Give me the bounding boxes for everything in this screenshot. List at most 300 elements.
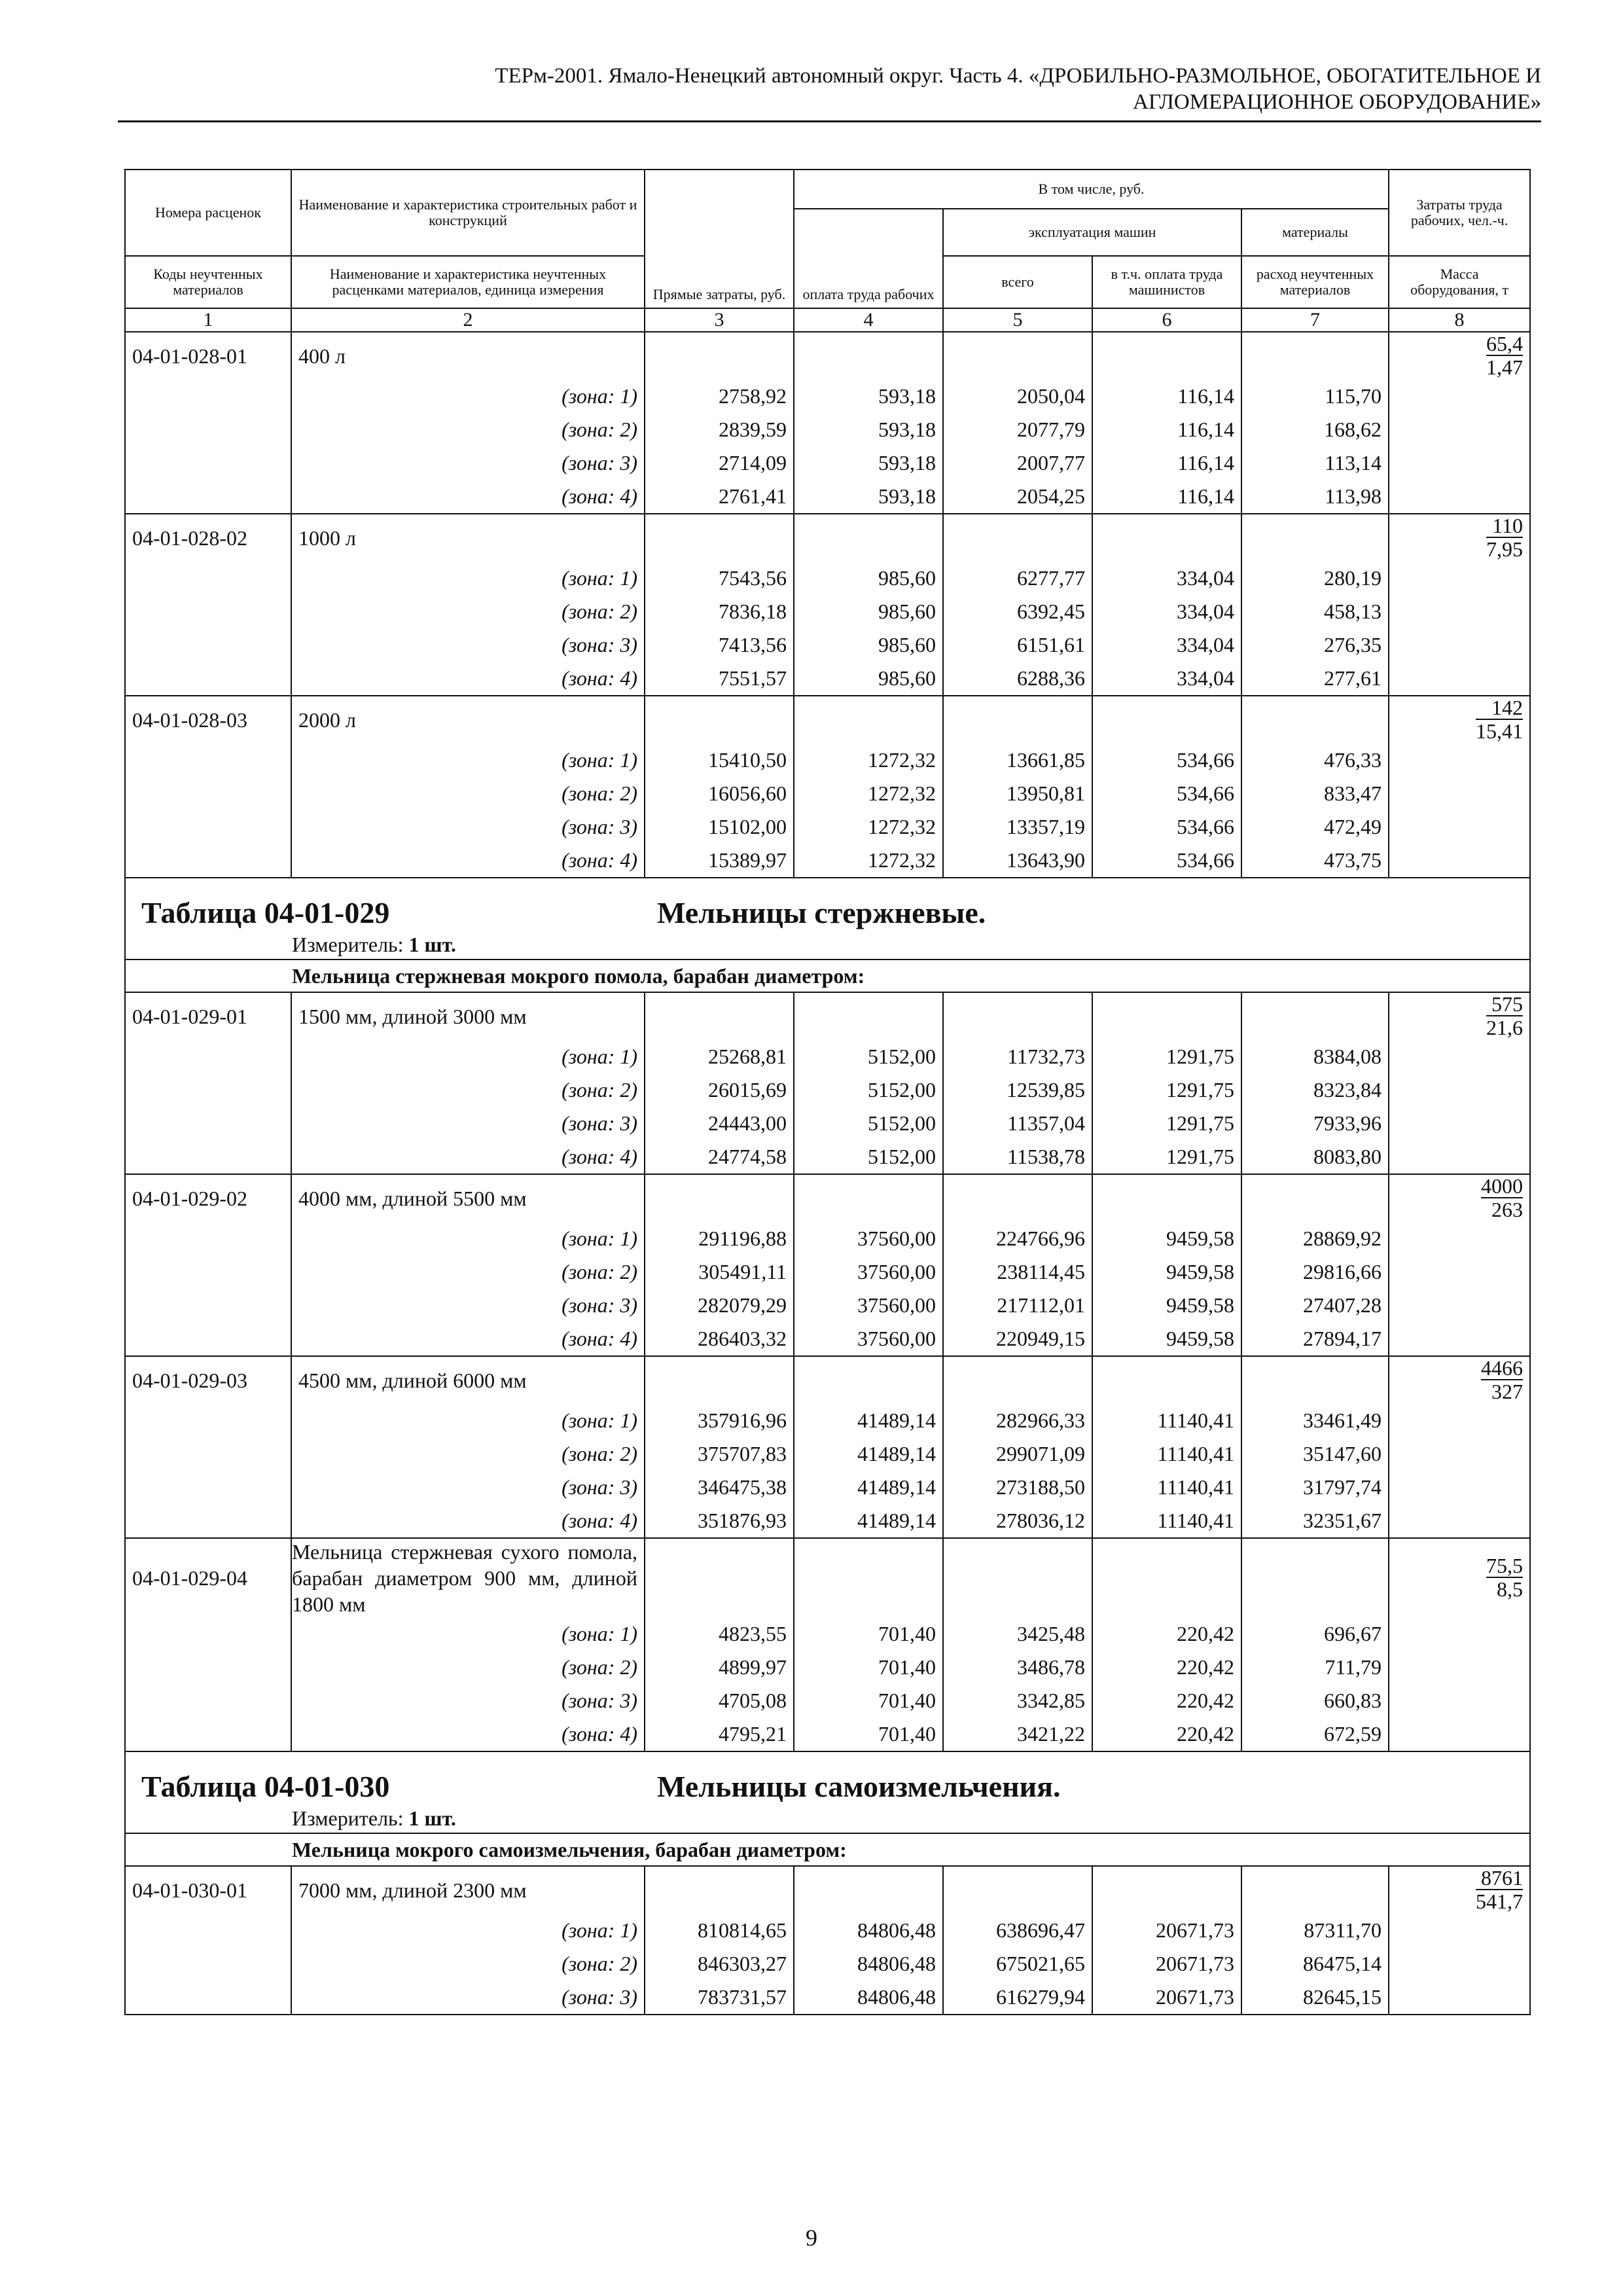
labor-mass-cell xyxy=(1389,1356,1530,1404)
materials-cell: 29816,66 xyxy=(1241,1255,1389,1289)
materials-cell: 8323,84 xyxy=(1241,1073,1389,1107)
empty-cell xyxy=(943,1866,1092,1914)
direct-costs-cell: 2758,92 xyxy=(645,380,794,413)
empty-cell xyxy=(125,1914,291,1947)
rate-name: 1500 мм, длиной 3000 мм xyxy=(291,992,645,1040)
col-direct-costs-header: Прямые затраты, руб. xyxy=(645,170,794,308)
rate-group-header-row xyxy=(125,1356,1530,1404)
empty-cell xyxy=(645,1356,794,1404)
equipment-mass: 15,41 xyxy=(1476,719,1524,743)
labor-mass-cell xyxy=(1389,514,1530,562)
empty-cell xyxy=(125,628,291,662)
operators-wages-cell: 11140,41 xyxy=(1092,1471,1241,1504)
rate-group-header-row xyxy=(125,696,1530,744)
empty-cell xyxy=(125,1684,291,1717)
materials-cell: 32351,67 xyxy=(1241,1504,1389,1538)
labor-hours: 65,4 xyxy=(1486,332,1524,355)
wages-cell: 701,40 xyxy=(794,1651,943,1684)
machines-total-cell: 299071,09 xyxy=(943,1437,1092,1471)
labor-hours: 4000 xyxy=(1481,1174,1524,1198)
direct-costs-cell: 7413,56 xyxy=(645,628,794,662)
empty-cell xyxy=(943,1538,1092,1617)
wages-cell: 1272,32 xyxy=(794,810,943,844)
direct-costs-cell: 7543,56 xyxy=(645,562,794,595)
materials-cell: 8384,08 xyxy=(1241,1040,1389,1073)
empty-cell xyxy=(1389,595,1530,628)
rate-group-header-row xyxy=(125,1174,1530,1222)
materials-cell: 473,75 xyxy=(1241,844,1389,878)
equipment-mass: 1,47 xyxy=(1486,355,1524,379)
empty-cell xyxy=(1389,562,1530,595)
page-number: 9 xyxy=(806,2225,817,2251)
rate-group-header-row xyxy=(125,1538,1530,1617)
direct-costs-cell: 282079,29 xyxy=(645,1289,794,1322)
table-title-row xyxy=(125,878,1530,930)
table-row xyxy=(125,1981,1530,2015)
table-title-row xyxy=(125,1751,1530,1804)
labor-mass-cell xyxy=(1389,1174,1530,1222)
wages-cell: 985,60 xyxy=(794,595,943,628)
direct-costs-cell: 351876,93 xyxy=(645,1504,794,1538)
wages-cell: 985,60 xyxy=(794,562,943,595)
operators-wages-cell: 9459,58 xyxy=(1092,1255,1241,1289)
zone-label: (зона: 1) xyxy=(291,1617,645,1651)
empty-cell xyxy=(794,992,943,1040)
empty-cell xyxy=(1389,1404,1530,1437)
empty-cell xyxy=(1389,1651,1530,1684)
empty-cell xyxy=(1241,1356,1389,1404)
machines-total-cell: 13661,85 xyxy=(943,744,1092,777)
direct-costs-cell: 15102,00 xyxy=(645,810,794,844)
labor-mass-fraction xyxy=(1476,1867,1523,1912)
operators-wages-cell: 1291,75 xyxy=(1092,1040,1241,1073)
empty-cell xyxy=(125,777,291,810)
direct-costs-cell: 357916,96 xyxy=(645,1404,794,1437)
rate-name: 400 л xyxy=(291,332,645,380)
col-material-name-header: Наименование и характеристика неучтенных расценками материалов, единица измерения xyxy=(291,256,645,308)
measure-value: 1 шт. xyxy=(408,1806,456,1830)
operators-wages-cell: 9459,58 xyxy=(1092,1289,1241,1322)
direct-costs-cell: 4705,08 xyxy=(645,1684,794,1717)
empty-cell xyxy=(1092,1174,1241,1222)
materials-cell: 87311,70 xyxy=(1241,1914,1389,1947)
empty-cell xyxy=(1389,1255,1530,1289)
rate-group-header-row xyxy=(125,992,1530,1040)
measure-label: Измеритель: xyxy=(292,932,404,956)
table-row xyxy=(125,1717,1530,1751)
machines-total-cell: 11732,73 xyxy=(943,1040,1092,1073)
operators-wages-cell: 1291,75 xyxy=(1092,1140,1241,1174)
rate-group-header-row xyxy=(125,332,1530,380)
empty-cell xyxy=(1389,1617,1530,1651)
table-id: Таблица 04-01-029 xyxy=(141,896,390,929)
empty-cell xyxy=(1389,1437,1530,1471)
empty-cell xyxy=(125,1404,291,1437)
zone-label: (зона: 2) xyxy=(291,1947,645,1981)
zone-label: (зона: 2) xyxy=(291,595,645,628)
wages-cell: 41489,14 xyxy=(794,1404,943,1437)
rate-name: 7000 мм, длиной 2300 мм xyxy=(291,1866,645,1914)
machines-total-cell: 11357,04 xyxy=(943,1107,1092,1140)
wages-cell: 84806,48 xyxy=(794,1947,943,1981)
labor-mass-fraction xyxy=(1486,993,1523,1039)
empty-cell xyxy=(125,1222,291,1255)
empty-cell xyxy=(125,1289,291,1322)
empty-cell xyxy=(125,1617,291,1651)
machines-total-cell: 3342,85 xyxy=(943,1684,1092,1717)
wages-cell: 5152,00 xyxy=(794,1040,943,1073)
col-number: 5 xyxy=(943,308,1092,332)
machines-total-cell: 238114,45 xyxy=(943,1255,1092,1289)
empty-cell xyxy=(645,1866,794,1914)
zone-label: (зона: 3) xyxy=(291,1684,645,1717)
wages-cell: 701,40 xyxy=(794,1717,943,1751)
zone-label: (зона: 4) xyxy=(291,480,645,514)
direct-costs-cell: 24774,58 xyxy=(645,1140,794,1174)
table-row xyxy=(125,844,1530,878)
empty-cell xyxy=(125,1471,291,1504)
table-row xyxy=(125,1040,1530,1073)
col-rate-numbers-header: Номера расценок xyxy=(125,170,291,256)
operators-wages-cell: 220,42 xyxy=(1092,1617,1241,1651)
materials-cell: 82645,15 xyxy=(1241,1981,1389,2015)
operators-wages-cell: 334,04 xyxy=(1092,628,1241,662)
wages-cell: 1272,32 xyxy=(794,777,943,810)
rate-code: 04-01-029-01 xyxy=(125,992,291,1040)
section-row xyxy=(125,960,1530,992)
labor-mass-cell xyxy=(1389,992,1530,1040)
table-row xyxy=(125,1437,1530,1471)
materials-cell: 458,13 xyxy=(1241,595,1389,628)
empty-cell xyxy=(125,1255,291,1289)
machines-total-cell: 2007,77 xyxy=(943,446,1092,480)
section-title: Мельница мокрого самоизмельчения, барабан диаметром: xyxy=(125,1833,1530,1866)
labor-mass-cell xyxy=(1389,696,1530,744)
machines-total-cell: 2054,25 xyxy=(943,480,1092,514)
table-row xyxy=(125,446,1530,480)
zone-label: (зона: 2) xyxy=(291,777,645,810)
zone-label: (зона: 1) xyxy=(291,1222,645,1255)
wages-cell: 701,40 xyxy=(794,1617,943,1651)
table-row xyxy=(125,1471,1530,1504)
machines-total-cell: 2050,04 xyxy=(943,380,1092,413)
rate-code: 04-01-029-03 xyxy=(125,1356,291,1404)
direct-costs-cell: 15389,97 xyxy=(645,844,794,878)
machines-total-cell: 217112,01 xyxy=(943,1289,1092,1322)
operators-wages-cell: 534,66 xyxy=(1092,810,1241,844)
zone-label: (зона: 4) xyxy=(291,662,645,696)
wages-cell: 5152,00 xyxy=(794,1140,943,1174)
materials-cell: 833,47 xyxy=(1241,777,1389,810)
empty-cell xyxy=(125,1040,291,1073)
empty-cell xyxy=(125,844,291,878)
empty-cell xyxy=(645,1538,794,1617)
empty-cell xyxy=(1389,628,1530,662)
machines-total-cell: 6392,45 xyxy=(943,595,1092,628)
empty-cell xyxy=(1389,1947,1530,1981)
col-wages-header: оплата труда рабочих xyxy=(794,209,943,308)
empty-cell xyxy=(794,1356,943,1404)
wages-cell: 985,60 xyxy=(794,628,943,662)
materials-cell: 168,62 xyxy=(1241,413,1389,446)
table-row xyxy=(125,595,1530,628)
header-line-2: АГЛОМЕРАЦИОННОЕ ОБОРУДОВАНИЕ» xyxy=(1133,90,1541,114)
direct-costs-cell: 2839,59 xyxy=(645,413,794,446)
machines-total-cell: 2077,79 xyxy=(943,413,1092,446)
equipment-mass: 541,7 xyxy=(1476,1890,1524,1913)
zone-label: (зона: 4) xyxy=(291,844,645,878)
wages-cell: 41489,14 xyxy=(794,1471,943,1504)
direct-costs-cell: 26015,69 xyxy=(645,1073,794,1107)
empty-cell xyxy=(1092,696,1241,744)
operators-wages-cell: 116,14 xyxy=(1092,413,1241,446)
empty-cell xyxy=(1389,413,1530,446)
operators-wages-cell: 20671,73 xyxy=(1092,1947,1241,1981)
empty-cell xyxy=(125,413,291,446)
table-row xyxy=(125,1617,1530,1651)
empty-cell xyxy=(125,1717,291,1751)
zone-label: (зона: 3) xyxy=(291,1471,645,1504)
empty-cell xyxy=(125,595,291,628)
rate-name: 2000 л xyxy=(291,696,645,744)
col-number: 6 xyxy=(1092,308,1241,332)
wages-cell: 37560,00 xyxy=(794,1222,943,1255)
empty-cell xyxy=(794,1174,943,1222)
empty-cell xyxy=(1092,1538,1241,1617)
empty-cell xyxy=(125,1651,291,1684)
operators-wages-cell: 220,42 xyxy=(1092,1717,1241,1751)
zone-label: (зона: 2) xyxy=(291,1651,645,1684)
table-row xyxy=(125,380,1530,413)
materials-cell: 472,49 xyxy=(1241,810,1389,844)
labor-hours: 142 xyxy=(1476,696,1523,720)
rate-code: 04-01-028-03 xyxy=(125,696,291,744)
wages-cell: 593,18 xyxy=(794,480,943,514)
machines-total-cell: 12539,85 xyxy=(943,1073,1092,1107)
direct-costs-cell: 2714,09 xyxy=(645,446,794,480)
measure-row xyxy=(125,1804,1530,1833)
labor-mass-fraction xyxy=(1486,514,1523,560)
operators-wages-cell: 20671,73 xyxy=(1092,1914,1241,1947)
table-row xyxy=(125,480,1530,514)
empty-cell xyxy=(943,696,1092,744)
operators-wages-cell: 11140,41 xyxy=(1092,1404,1241,1437)
empty-cell xyxy=(1389,1322,1530,1356)
table-row xyxy=(125,1073,1530,1107)
rate-name: 1000 л xyxy=(291,514,645,562)
zone-label: (зона: 3) xyxy=(291,1107,645,1140)
empty-cell xyxy=(1241,1538,1389,1617)
machines-total-cell: 220949,15 xyxy=(943,1322,1092,1356)
empty-cell xyxy=(1389,1471,1530,1504)
equipment-mass: 8,5 xyxy=(1497,1577,1524,1601)
rate-code: 04-01-028-02 xyxy=(125,514,291,562)
table-title: Мельницы стержневые. xyxy=(657,896,986,929)
col-materials-consumption-header: расход неучтенных материалов xyxy=(1241,256,1389,308)
empty-cell xyxy=(1241,514,1389,562)
wages-cell: 41489,14 xyxy=(794,1504,943,1538)
operators-wages-cell: 534,66 xyxy=(1092,844,1241,878)
machines-total-cell: 6151,61 xyxy=(943,628,1092,662)
col-labor-header: Затраты труда рабочих, чел.-ч. xyxy=(1389,170,1530,256)
zone-label: (зона: 4) xyxy=(291,1140,645,1174)
empty-cell xyxy=(1389,1073,1530,1107)
table-row xyxy=(125,1404,1530,1437)
empty-cell xyxy=(1241,1866,1389,1914)
materials-cell: 672,59 xyxy=(1241,1717,1389,1751)
rate-code: 04-01-029-02 xyxy=(125,1174,291,1222)
wages-cell: 985,60 xyxy=(794,662,943,696)
empty-cell xyxy=(1389,1981,1530,2015)
zone-label: (зона: 2) xyxy=(291,1437,645,1471)
operators-wages-cell: 334,04 xyxy=(1092,595,1241,628)
materials-cell: 276,35 xyxy=(1241,628,1389,662)
labor-hours: 75,5 xyxy=(1486,1554,1524,1577)
col-material-codes-header: Коды неучтенных материалов xyxy=(125,256,291,308)
labor-mass-fraction xyxy=(1481,1357,1523,1403)
empty-cell xyxy=(125,744,291,777)
rate-group-header-row xyxy=(125,514,1530,562)
materials-cell: 277,61 xyxy=(1241,662,1389,696)
table-title-cell xyxy=(125,1751,1530,1804)
direct-costs-cell: 16056,60 xyxy=(645,777,794,810)
machines-total-cell: 616279,94 xyxy=(943,1981,1092,2015)
materials-cell: 31797,74 xyxy=(1241,1471,1389,1504)
empty-cell xyxy=(943,1356,1092,1404)
direct-costs-cell: 15410,50 xyxy=(645,744,794,777)
labor-hours: 110 xyxy=(1486,514,1523,538)
empty-cell xyxy=(1389,662,1530,696)
labor-mass-cell xyxy=(1389,1538,1530,1617)
empty-cell xyxy=(794,332,943,380)
wages-cell: 41489,14 xyxy=(794,1437,943,1471)
machines-total-cell: 3425,48 xyxy=(943,1617,1092,1651)
machines-total-cell: 638696,47 xyxy=(943,1914,1092,1947)
empty-cell xyxy=(943,332,1092,380)
measure-row xyxy=(125,930,1530,960)
measure-label: Измеритель: xyxy=(292,1806,404,1830)
materials-cell: 86475,14 xyxy=(1241,1947,1389,1981)
zone-label: (зона: 1) xyxy=(291,1040,645,1073)
empty-cell xyxy=(125,1504,291,1538)
empty-cell xyxy=(1241,992,1389,1040)
col-number: 4 xyxy=(794,308,943,332)
operators-wages-cell: 116,14 xyxy=(1092,380,1241,413)
table-row xyxy=(125,1651,1530,1684)
empty-cell xyxy=(1092,332,1241,380)
direct-costs-cell: 7836,18 xyxy=(645,595,794,628)
table-id: Таблица 04-01-030 xyxy=(141,1770,390,1803)
materials-cell: 7933,96 xyxy=(1241,1107,1389,1140)
machines-total-cell: 6277,77 xyxy=(943,562,1092,595)
empty-cell xyxy=(125,662,291,696)
table-row xyxy=(125,1504,1530,1538)
empty-cell xyxy=(1389,1684,1530,1717)
labor-mass-cell xyxy=(1389,332,1530,380)
equipment-mass: 7,95 xyxy=(1486,537,1524,561)
operators-wages-cell: 116,14 xyxy=(1092,480,1241,514)
empty-cell xyxy=(1389,1717,1530,1751)
empty-cell xyxy=(645,514,794,562)
table-row xyxy=(125,777,1530,810)
empty-cell xyxy=(1389,777,1530,810)
wages-cell: 84806,48 xyxy=(794,1914,943,1947)
empty-cell xyxy=(1389,1289,1530,1322)
empty-cell xyxy=(794,696,943,744)
table-row xyxy=(125,1684,1530,1717)
equipment-mass: 327 xyxy=(1491,1380,1524,1403)
empty-cell xyxy=(125,1947,291,1981)
direct-costs-cell: 286403,32 xyxy=(645,1322,794,1356)
empty-cell xyxy=(1092,1356,1241,1404)
wages-cell: 84806,48 xyxy=(794,1981,943,2015)
labor-mass-fraction xyxy=(1486,332,1523,378)
col-equipment-mass-header: Масса оборудования, т xyxy=(1389,256,1530,308)
zone-label: (зона: 4) xyxy=(291,1322,645,1356)
section-title: Мельница стержневая мокрого помола, барабан диаметром: xyxy=(125,960,1530,992)
machines-total-cell: 11538,78 xyxy=(943,1140,1092,1174)
rate-code: 04-01-028-01 xyxy=(125,332,291,380)
col-number: 1 xyxy=(125,308,291,332)
table-row xyxy=(125,1322,1530,1356)
header-line-1: ТЕРм-2001. Ямало-Ненецкий автономный округ. Часть 4. «ДРОБИЛЬНО-РАЗМОЛЬНОЕ, ОБОГАТИТЕЛЬНОЕ И xyxy=(495,64,1541,88)
empty-cell xyxy=(1389,1222,1530,1255)
equipment-mass: 21,6 xyxy=(1486,1016,1524,1039)
operators-wages-cell: 116,14 xyxy=(1092,446,1241,480)
empty-cell xyxy=(943,1174,1092,1222)
labor-mass-fraction xyxy=(1481,1175,1523,1221)
col-number: 3 xyxy=(645,308,794,332)
materials-cell: 711,79 xyxy=(1241,1651,1389,1684)
empty-cell xyxy=(1389,1107,1530,1140)
rate-name: 4000 мм, длиной 5500 мм xyxy=(291,1174,645,1222)
col-number: 8 xyxy=(1389,308,1530,332)
table-row xyxy=(125,662,1530,696)
empty-cell xyxy=(1241,696,1389,744)
zone-label: (зона: 1) xyxy=(291,562,645,595)
wages-cell: 1272,32 xyxy=(794,744,943,777)
machines-total-cell: 13357,19 xyxy=(943,810,1092,844)
zone-label: (зона: 1) xyxy=(291,744,645,777)
machines-total-cell: 13643,90 xyxy=(943,844,1092,878)
empty-cell xyxy=(943,992,1092,1040)
operators-wages-cell: 1291,75 xyxy=(1092,1073,1241,1107)
direct-costs-cell: 7551,57 xyxy=(645,662,794,696)
direct-costs-cell: 783731,57 xyxy=(645,1981,794,2015)
empty-cell xyxy=(645,332,794,380)
rate-group-header-row xyxy=(125,1866,1530,1914)
labor-hours: 575 xyxy=(1486,993,1523,1016)
materials-cell: 33461,49 xyxy=(1241,1404,1389,1437)
materials-cell: 113,14 xyxy=(1241,446,1389,480)
col-work-name-header: Наименование и характеристика строительных работ и конструкций xyxy=(291,170,645,256)
labor-hours: 4466 xyxy=(1481,1356,1524,1380)
materials-cell: 696,67 xyxy=(1241,1617,1389,1651)
empty-cell xyxy=(1241,1174,1389,1222)
operators-wages-cell: 20671,73 xyxy=(1092,1981,1241,2015)
materials-cell: 280,19 xyxy=(1241,562,1389,595)
wages-cell: 593,18 xyxy=(794,413,943,446)
measure-cell xyxy=(125,930,1530,960)
direct-costs-cell: 810814,65 xyxy=(645,1914,794,1947)
zone-label: (зона: 1) xyxy=(291,380,645,413)
empty-cell xyxy=(645,1174,794,1222)
wages-cell: 1272,32 xyxy=(794,844,943,878)
empty-cell xyxy=(125,480,291,514)
zone-label: (зона: 3) xyxy=(291,810,645,844)
header-rule xyxy=(118,120,1541,122)
materials-cell: 115,70 xyxy=(1241,380,1389,413)
